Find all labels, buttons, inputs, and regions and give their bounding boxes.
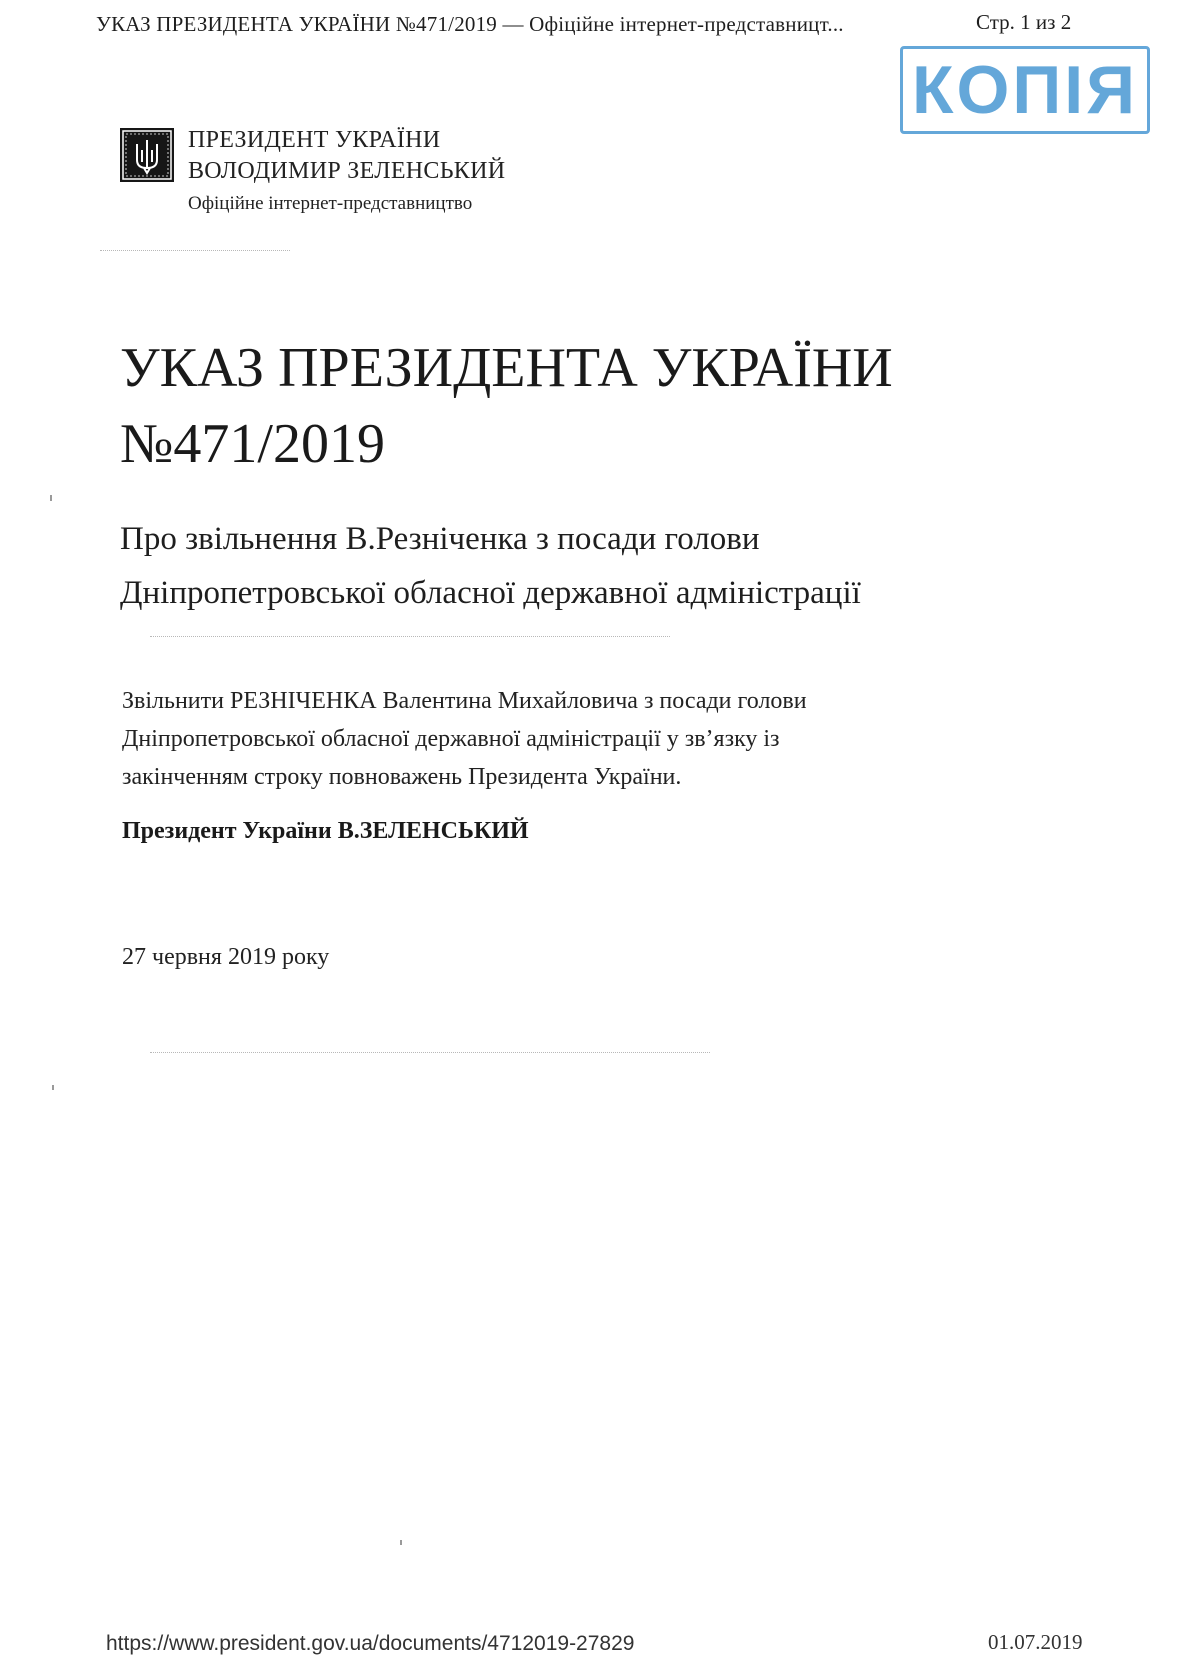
decree-body xyxy=(122,682,807,796)
brand-line-official-site: Офіційне інтернет-представництво xyxy=(188,193,473,214)
decree-body-line1: Звільнити РЕЗНІЧЕНКА Валентина Михайловича з посади голови xyxy=(122,688,807,714)
decree-body-line3: закінченням строку повноважень Президента України. xyxy=(122,764,682,790)
decree-subject xyxy=(120,512,861,620)
scan-artifact xyxy=(52,1085,54,1090)
trident-emblem-icon xyxy=(120,128,174,182)
decree-title xyxy=(120,330,893,482)
scan-artifact xyxy=(100,250,290,252)
decree-subject-line1: Про звільнення В.Резніченка з посади голови xyxy=(120,521,760,557)
brand-line-name: ВОЛОДИМИР ЗЕЛЕНСЬКИЙ xyxy=(188,158,506,184)
decree-signature: Президент України В.ЗЕЛЕНСЬКИЙ xyxy=(122,818,529,844)
copy-stamp: КОПІЯ xyxy=(900,46,1150,134)
scan-artifact xyxy=(50,495,52,501)
decree-date: 27 червня 2019 року xyxy=(122,944,330,970)
print-footer-url: https://www.president.gov.ua/documents/4712019-27829 xyxy=(106,1632,635,1655)
print-header-page-number: Стр. 1 из 2 xyxy=(976,10,1072,34)
scan-artifact xyxy=(400,1540,402,1545)
decree-number: №471/2019 xyxy=(120,413,385,475)
decree-subject-line2: Дніпропетровської обласної державної адміністрації xyxy=(120,575,861,611)
print-header-title: УКАЗ ПРЕЗИДЕНТА УКРАЇНИ №471/2019 — Офіційне інтернет-представницт... xyxy=(96,12,844,36)
print-footer-date: 01.07.2019 xyxy=(988,1630,1083,1654)
brand-line-president: ПРЕЗИДЕНТ УКРАЇНИ xyxy=(188,127,441,153)
scan-artifact xyxy=(150,636,670,638)
scan-artifact xyxy=(150,1052,710,1054)
decree-title-line1: УКАЗ ПРЕЗИДЕНТА УКРАЇНИ xyxy=(120,337,893,399)
decree-body-line2: Дніпропетровської обласної державної адміністрації у зв’язку із xyxy=(122,726,780,752)
